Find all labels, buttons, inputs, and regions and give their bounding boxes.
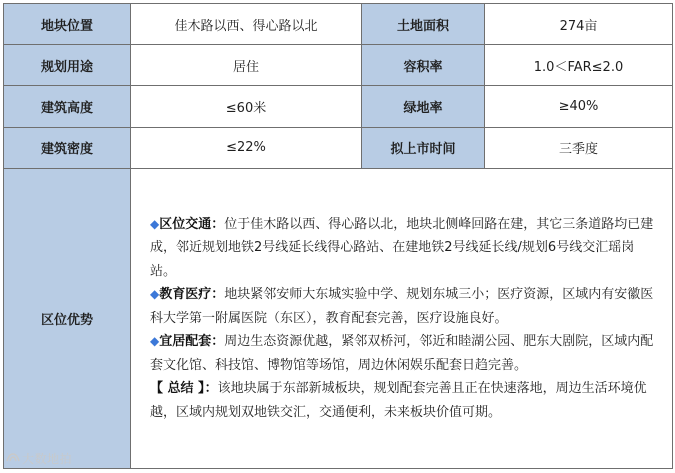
label-building-height: 建筑高度: [4, 86, 131, 127]
paragraph-title: 教育医疗: [159, 287, 212, 303]
summary-text: 该地块属于东部新城板块，规划配套完善且正在快速落地，周边生活环境优越，区域内规划双地铁交汇，交通便利，未来板块价值可期。: [150, 381, 647, 420]
paragraph-text: 周边生态资源优越，紧邻双桥河，邻近和睦湖公园、肥东大剧院，区域内配套文化馆、科技馆、博物馆等场馆，周边休闲娱乐配套日趋完善。: [150, 334, 654, 373]
advantage-paragraph-education: ◆教育医疗：地块紧邻安师大东城实验中学、规划东城三小；医疗资源，区域内有安徽医科大学第一附属医院（东区），教育配套完善，医疗设施良好。: [150, 287, 654, 326]
label-land-area: 土地面积: [362, 4, 485, 45]
watermark: [6, 450, 72, 467]
value-building-density: ≤22%: [131, 127, 362, 168]
value-green-ratio: ≥40%: [485, 86, 673, 127]
paragraph-text: 位于佳木路以西、得心路以北，地块北侧峰回路在建，其它三条道路均已建成，邻近规划地铁2号线延长线得心路站、在建地铁2号线延长线/规划6号线交汇瑶岗站。: [150, 216, 654, 279]
label-location: 地块位置: [4, 4, 131, 45]
advantage-row: [4, 168, 673, 468]
advantage-paragraph-summary: 【 总结 】：该地块属于东部新城板块，规划配套完善且正在快速落地，周边生活环境优越，区域内规划双地铁交汇，交通便利，未来板块价值可期。: [150, 381, 647, 420]
diamond-bullet-icon: ◆: [150, 216, 160, 231]
label-far: 容积率: [362, 45, 485, 86]
value-location: 佳木路以西、得心路以北: [131, 4, 362, 45]
advantage-content: [131, 168, 673, 468]
table-row: [4, 45, 673, 86]
label-listing-time: 拟上市时间: [362, 127, 485, 168]
table-row: [4, 86, 673, 127]
label-green-ratio: 绿地率: [362, 86, 485, 127]
label-location-advantage: 区位优势: [4, 168, 131, 468]
watermark-logo-icon: [6, 452, 20, 464]
table-row: [4, 127, 673, 168]
label-planned-use: 规划用途: [4, 45, 131, 86]
value-land-area: 274亩: [485, 4, 673, 45]
value-far: 1.0＜FAR≤2.0: [485, 45, 673, 86]
land-info-table: [3, 3, 673, 469]
paragraph-title: 宜居配套: [159, 334, 212, 350]
diamond-bullet-icon: ◆: [150, 287, 160, 302]
advantage-paragraph-amenities: ◆宜居配套：周边生态资源优越，紧邻双桥河，邻近和睦湖公园、肥东大剧院，区域内配套文化馆、科技馆、博物馆等场馆，周边休闲娱乐配套日趋完善。: [150, 334, 654, 373]
advantage-paragraph-transport: ◆区位交通：位于佳木路以西、得心路以北，地块北侧峰回路在建，其它三条道路均已建成，邻近规划地铁2号线延长线得心路站、在建地铁2号线延长线/规划6号线交汇瑶岗站。: [150, 216, 654, 279]
watermark-text: 大数地拍: [22, 452, 73, 466]
paragraph-title: 区位交通: [159, 216, 212, 232]
paragraph-text: 地块紧邻安师大东城实验中学、规划东城三小；医疗资源，区域内有安徽医科大学第一附属医院（东区），教育配套完善，医疗设施良好。: [150, 287, 654, 326]
value-listing-time: 三季度: [485, 127, 673, 168]
summary-title: 【 总结 】: [150, 381, 205, 397]
value-building-height: ≤60米: [131, 86, 362, 127]
label-building-density: 建筑密度: [4, 127, 131, 168]
diamond-bullet-icon: ◆: [150, 334, 160, 349]
table-row: [4, 4, 673, 45]
value-planned-use: 居住: [131, 45, 362, 86]
